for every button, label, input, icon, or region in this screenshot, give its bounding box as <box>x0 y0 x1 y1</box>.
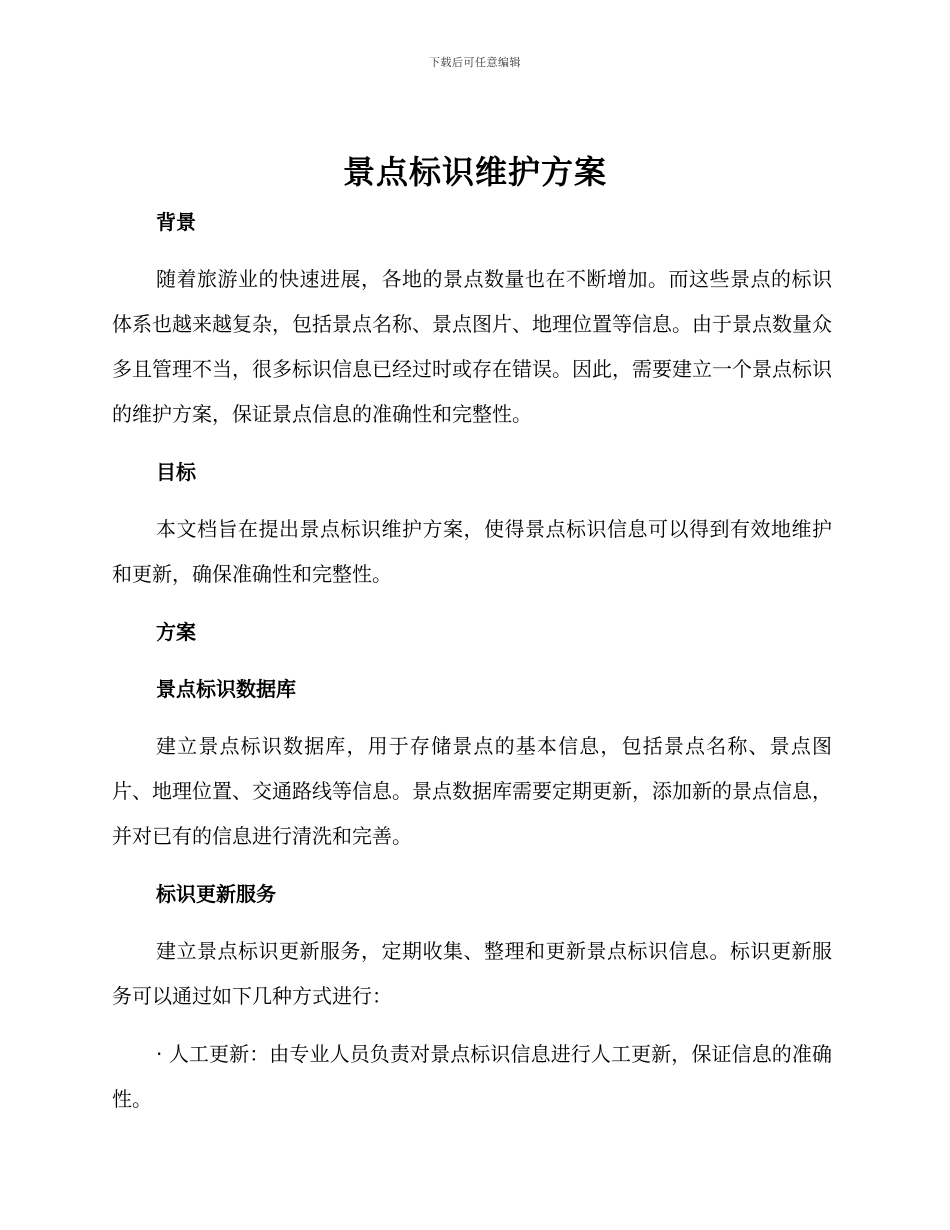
section-heading-database: 景点标识数据库 <box>156 677 296 701</box>
section-heading-goal: 目标 <box>156 460 196 484</box>
document-title: 景点标识维护方案 <box>342 153 607 191</box>
bullet-item-manual-update: · 人工更新：由专业人员负责对景点标识信息进行人工更新，保证信息的准确性。 <box>112 1042 832 1111</box>
paragraph-goal: 本文档旨在提出景点标识维护方案，使得景点标识信息可以得到有效地维护和更新，确保准确性和完整性。 <box>112 517 832 586</box>
section-heading-update-service: 标识更新服务 <box>156 882 276 906</box>
paragraph-update-service: 建立景点标识更新服务，定期收集、整理和更新景点标识信息。标识更新服务可以通过如下几种方式进行： <box>112 939 832 1008</box>
paragraph-background: 随着旅游业的快速进展，各地的景点数量也在不断增加。而这些景点的标识体系也越来越复杂，包括景点名称、景点图片、地理位置等信息。由于景点数量众多且管理不当，很多标识信息已经过时或存在错误。因此，需要建立一个景点标识的维护方案，保证景点信息的准确性和完整性。 <box>112 267 832 426</box>
page-header-note: 下载后可任意编辑 <box>429 56 521 69</box>
section-heading-background: 背景 <box>156 210 196 234</box>
paragraph-database: 建立景点标识数据库，用于存储景点的基本信息，包括景点名称、景点图片、地理位置、交通路线等信息。景点数据库需要定期更新，添加新的景点信息，并对已有的信息进行清洗和完善。 <box>112 734 832 848</box>
section-heading-plan: 方案 <box>156 620 196 644</box>
document-body <box>112 200 832 1135</box>
